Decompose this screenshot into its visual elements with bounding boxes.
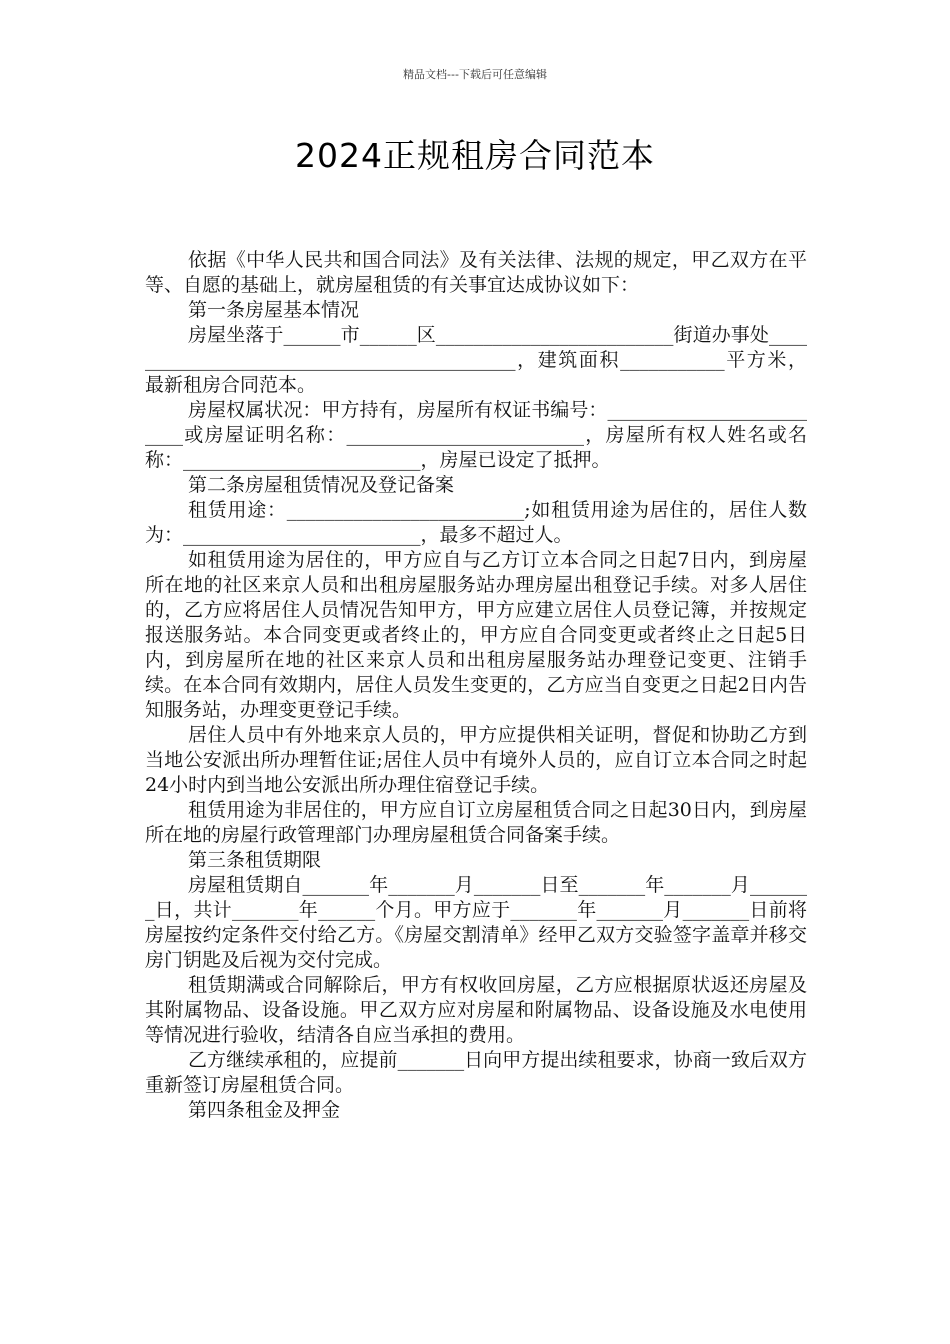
paragraph-ownership: 房屋权属状况：甲方持有，房屋所有权证书编号：_________________________或房屋证明名称：_________________________，房屋所有权人姓名或名称：_________________________，房屋已设定了抵押。 (145, 399, 807, 471)
paragraph-nonlocal-residents: 居住人员中有外地来京人员的，甲方应提供相关证明，督促和协助乙方到当地公安派出所办理暂住证;居住人员中有境外人员的，应自订立本合同之时起24小时内到当地公安派出所办理住宿登记手续。 (145, 724, 807, 796)
paragraph-preamble: 依据《中华人民共和国合同法》及有关法律、法规的规定，甲乙双方在平等、自愿的基础上，就房屋租赁的有关事宜达成协议如下： (145, 249, 807, 296)
section-heading-3: 第三条租赁期限 (188, 849, 322, 871)
paragraph-usage: 租赁用途：_________________________;如租赁用途为居住的，居住人数为：_________________________，最多不超过人。 (145, 499, 807, 546)
paragraph-non-residential: 租赁用途为非居住的，甲方应自订立房屋租赁合同之日起30日内，到房屋所在地的房屋行政管理部门办理房屋租赁合同备案手续。 (145, 799, 807, 846)
section-heading-2: 第二条房屋租赁情况及登记备案 (188, 474, 455, 496)
paragraph-location: 房屋坐落于______市______区_________________________街道办事处___________________________________________，建筑面积___________平方米，最新租房合同范本。 (145, 324, 807, 396)
paragraph-lease-term: 房屋租赁期自_______年_______月_______日至_______年_______月_______日，共计_______年______个月。甲方应于_______年_______月_______日前将房屋按约定条件交付给乙方。《房屋交割清单》经甲乙双方交验签字盖章并移交房门钥匙及后视为交付完成。 (145, 874, 807, 971)
document-body (145, 248, 807, 1123)
paragraph-lease-end: 租赁期满或合同解除后，甲方有权收回房屋，乙方应根据原状返还房屋及其附属物品、设备设施。甲乙双方应对房屋和附属物品、设备设施及水电使用等情况进行验收，结清各自应当承担的费用。 (145, 974, 807, 1046)
page-header: 精品文档---下载后可任意编辑 (403, 68, 547, 81)
paragraph-registration: 如租赁用途为居住的，甲方应自与乙方订立本合同之日起7日内，到房屋所在地的社区来京人员和出租房屋服务站办理房屋出租登记手续。对多人居住的，乙方应将居住人员情况告知甲方，甲方应建立居住人员登记簿，并按规定报送服务站。本合同变更或者终止的，甲方应自合同变更或者终止之日起5日内，到房屋所在地的社区来京人员和出租房屋服务站办理登记变更、注销手续。在本合同有效期内，居住人员发生变更的，乙方应当自变更之日起2日内告知服务站，办理变更登记手续。 (145, 549, 807, 721)
section-heading-4: 第四条租金及押金 (188, 1099, 341, 1121)
section-heading-1: 第一条房屋基本情况 (188, 299, 360, 321)
document-title: 2024正规租房合同范本 (295, 136, 655, 175)
paragraph-renewal: 乙方继续承租的，应提前_______日向甲方提出续租要求，协商一致后双方重新签订房屋租赁合同。 (145, 1049, 807, 1096)
